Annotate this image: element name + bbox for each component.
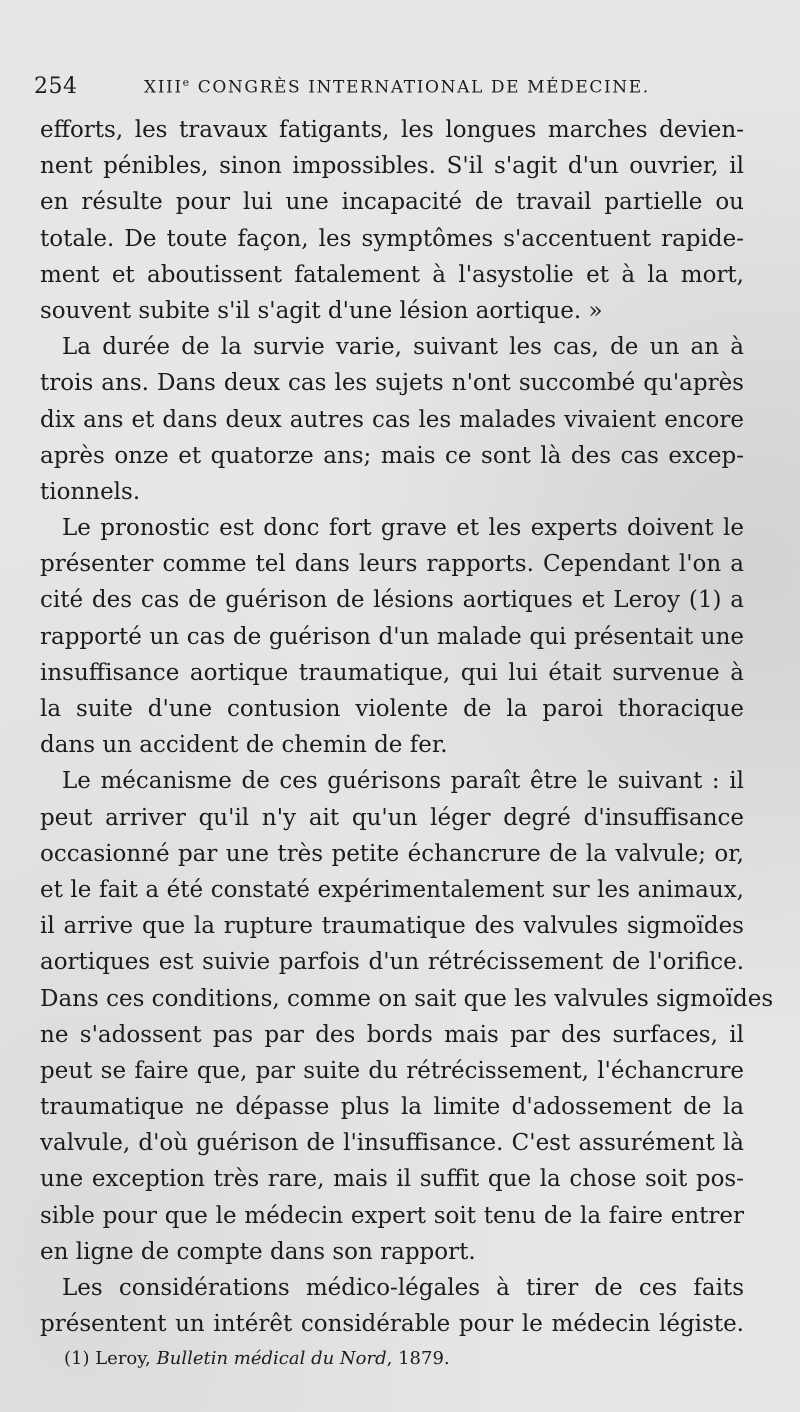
text-line: il arrive que la rupture traumatique des valvules sigmoïdes	[40, 913, 744, 940]
running-title-rest: CONGRÈS INTERNATIONAL DE MÉDECINE.	[190, 77, 650, 98]
text-line: rapporté un cas de guérison d'un malade qui présentait une	[40, 623, 744, 650]
text-line: tionnels.	[40, 478, 141, 505]
text-line: sible pour que le médecin expert soit tenu de la faire entrer	[40, 1202, 744, 1229]
text-line: une exception très rare, mais il suffit que la chose soit pos-	[40, 1166, 744, 1193]
text-line: nent pénibles, sinon impossibles. S'il s'agit d'un ouvrier, il	[40, 153, 744, 180]
page-header	[34, 74, 760, 104]
text-line: traumatique ne dépasse plus la limite d'adossement de la	[40, 1094, 744, 1121]
text-line: en ligne de compte dans son rapport.	[40, 1238, 476, 1265]
text-line: efforts, les travaux fatigants, les longues marches devien-	[40, 117, 744, 143]
text-line: dans un accident de chemin de fer.	[40, 732, 448, 759]
text-line: peut se faire que, par suite du rétrécissement, l'échancrure	[40, 1057, 744, 1084]
text-line: totale. De toute façon, les symptômes s'accentuent rapide-	[40, 225, 744, 252]
text-line: la suite d'une contusion violente de la paroi thoracique	[40, 696, 744, 722]
text-line: La durée de la survie varie, suivant les cas, de un an à	[62, 334, 744, 361]
text-line: ne s'adossent pas par des bords mais par des surfaces, il	[40, 1021, 744, 1048]
text-line: Le pronostic est donc fort grave et les experts doivent le	[62, 515, 744, 542]
text-line: ment et aboutissent fatalement à l'asystolie et à la mort,	[40, 261, 744, 288]
text-line: Dans ces conditions, comme on sait que les valvules sigmoïdes	[40, 985, 774, 1012]
text-line: insuffisance aortique traumatique, qui lui était survenue à	[40, 659, 744, 686]
running-title-superscript: e	[182, 76, 191, 89]
text-line: Le mécanisme de ces guérisons paraît être le suivant : il	[62, 768, 744, 795]
text-line: présenter comme tel dans leurs rapports. Cependant l'on a	[40, 551, 744, 578]
text-line: présentent un intérêt considérable pour le médecin légiste.	[40, 1311, 744, 1338]
footnote	[64, 1348, 450, 1369]
text-line: souvent subite s'il s'agit d'une lésion aortique. »	[40, 297, 603, 324]
text-line: trois ans. Dans deux cas les sujets n'ont succombé qu'après	[40, 370, 744, 397]
text-line: aortiques est suivie parfois d'un rétrécissement de l'orifice.	[40, 949, 744, 976]
text-line: et le fait a été constaté expérimentalement sur les animaux,	[40, 876, 744, 903]
text-line: peut arriver qu'il n'y ait qu'un léger degré d'insuffisance	[40, 804, 744, 831]
body-text	[40, 112, 774, 1342]
footnote-marker: (1) Leroy,	[64, 1348, 157, 1369]
text-line: dix ans et dans deux autres cas les malades vivaient encore	[40, 406, 744, 433]
text-line: Les considérations médico-légales à tirer de ces faits	[62, 1275, 744, 1301]
text-line: occasionné par une très petite échancrure de la valvule; or,	[40, 840, 744, 867]
text-line: valvule, d'où guérison de l'insuffisance. C'est assurément là	[40, 1130, 744, 1157]
text-line: après onze et quatorze ans; mais ce sont là des cas excep-	[40, 442, 744, 469]
page-number: 254	[34, 74, 78, 99]
text-line: en résulte pour lui une incapacité de travail partielle ou	[40, 189, 744, 216]
text-line: cité des cas de guérison de lésions aortiques et Leroy (1) a	[40, 587, 744, 614]
running-title	[144, 76, 650, 98]
footnote-source: Bulletin médical du Nord	[156, 1348, 387, 1369]
running-title-prefix: XIII	[144, 77, 183, 98]
footnote-year: , 1879.	[386, 1348, 450, 1369]
